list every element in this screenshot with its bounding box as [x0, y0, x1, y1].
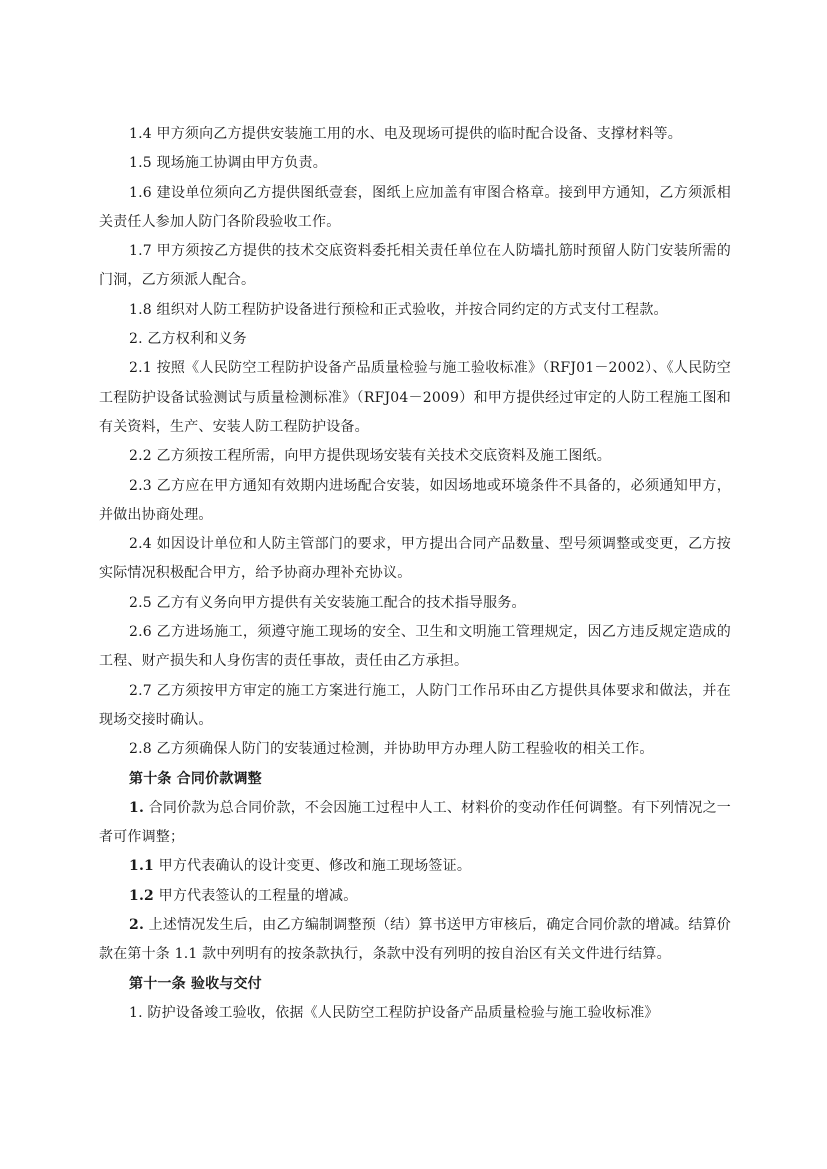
article-10-heading: 第十条 合同价款调整 — [129, 770, 262, 787]
article-10-clause-1 — [99, 794, 731, 853]
clause-text: 甲方代表签认的工程量的增减。 — [153, 887, 358, 904]
clause-1-4: 1.4 甲方须向乙方提供安装施工用的水、电及现场可提供的临时配合设备、支撑材料等。 — [129, 126, 682, 142]
clause-number: 1.2 — [129, 887, 154, 904]
article-10-clause-1-2 — [99, 882, 731, 911]
clause-2-8: 2.8 乙方须确保人防门的安装通过检测，并协助甲方办理人防工程验收的相关工作。 — [129, 741, 654, 758]
document-body — [99, 120, 731, 1028]
clause-number: 2. — [129, 917, 145, 934]
clause-2-1: 2.1 按照《人民防空工程防护设备产品质量检验与施工验收标准》（RFJ01－2002）、《人民防空工程防护设备试验测试与质量检测标准》（RFJ04－2009）和甲方提供经过审定的人防工程施工图和有关资料，生产、安装人防工程防护设备。 — [99, 360, 731, 435]
clause-text: 甲方代表确认的设计变更、修改和施工现场签证。 — [153, 858, 472, 875]
clause-2-2: 2.2 乙方须按工程所需，向甲方提供现场安装有关技术交底资料及施工图纸。 — [129, 448, 611, 465]
clause-number: 1. — [129, 799, 145, 816]
article-11-clause-1: 1. 防护设备竣工验收，依据《人民防空工程防护设备产品质量检验与施工验收标准》 — [129, 1004, 659, 1021]
clause-1-6: 1.6 建设单位须向乙方提供图纸壹套，图纸上应加盖有审图合格章。接到甲方通知，乙方须派相关责任人参加人防门各阶段验收工作。 — [99, 184, 731, 230]
clause-2-3: 2.3 乙方应在甲方通知有效期内进场配合安装，如因场地或环境条件不具备的，必须通知甲方，并做出协商处理。 — [99, 477, 731, 523]
clause-number: 1.1 — [129, 858, 154, 875]
clause-2-7: 2.7 乙方须按甲方审定的施工方案进行施工，人防门工作吊环由乙方提供具体要求和做法，并在现场交接时确认。 — [99, 682, 731, 728]
article-10-clause-1-1 — [99, 852, 731, 881]
article-11-heading: 第十一条 验收与交付 — [129, 975, 262, 992]
clause-text: 上述情况发生后，由乙方编制调整预（结）算书送甲方审核后，确定合同价款的增减。结算价款在第十条 1.1 款中列明有的按条款执行，条款中没有列明的按自治区有关文件进行结算。 — [99, 917, 731, 963]
clause-1-5: 1.5 现场施工协调由甲方负责。 — [129, 155, 327, 172]
clause-2-4: 2.4 如因设计单位和人防主管部门的要求，甲方提出合同产品数量、型号须调整或变更，乙方按实际情况积极配合甲方，给予协商办理补充协议。 — [99, 536, 731, 582]
section-party-b-rights: 2. 乙方权利和义务 — [129, 331, 247, 348]
article-10-clause-2 — [99, 911, 731, 970]
clause-text: 合同价款为总合同价款，不会因施工过程中人工、材料价的变动作任何调整。有下列情况之一者可作调整； — [99, 799, 731, 846]
clause-1-8: 1.8 组织对人防工程防护设备进行预检和正式验收，并按合同约定的方式支付工程款。 — [129, 301, 668, 318]
clause-1-7: 1.7 甲方须按乙方提供的技术交底资料委托相关责任单位在人防墙扎筋时预留人防门安装所需的门洞，乙方须派人配合。 — [99, 243, 731, 289]
clause-2-6: 2.6 乙方进场施工，须遵守施工现场的安全、卫生和文明施工管理规定，因乙方违反规定造成的工程、财产损失和人身伤害的责任事故，责任由乙方承担。 — [99, 624, 731, 670]
clause-2-5: 2.5 乙方有义务向甲方提供有关安装施工配合的技术指导服务。 — [129, 594, 526, 611]
